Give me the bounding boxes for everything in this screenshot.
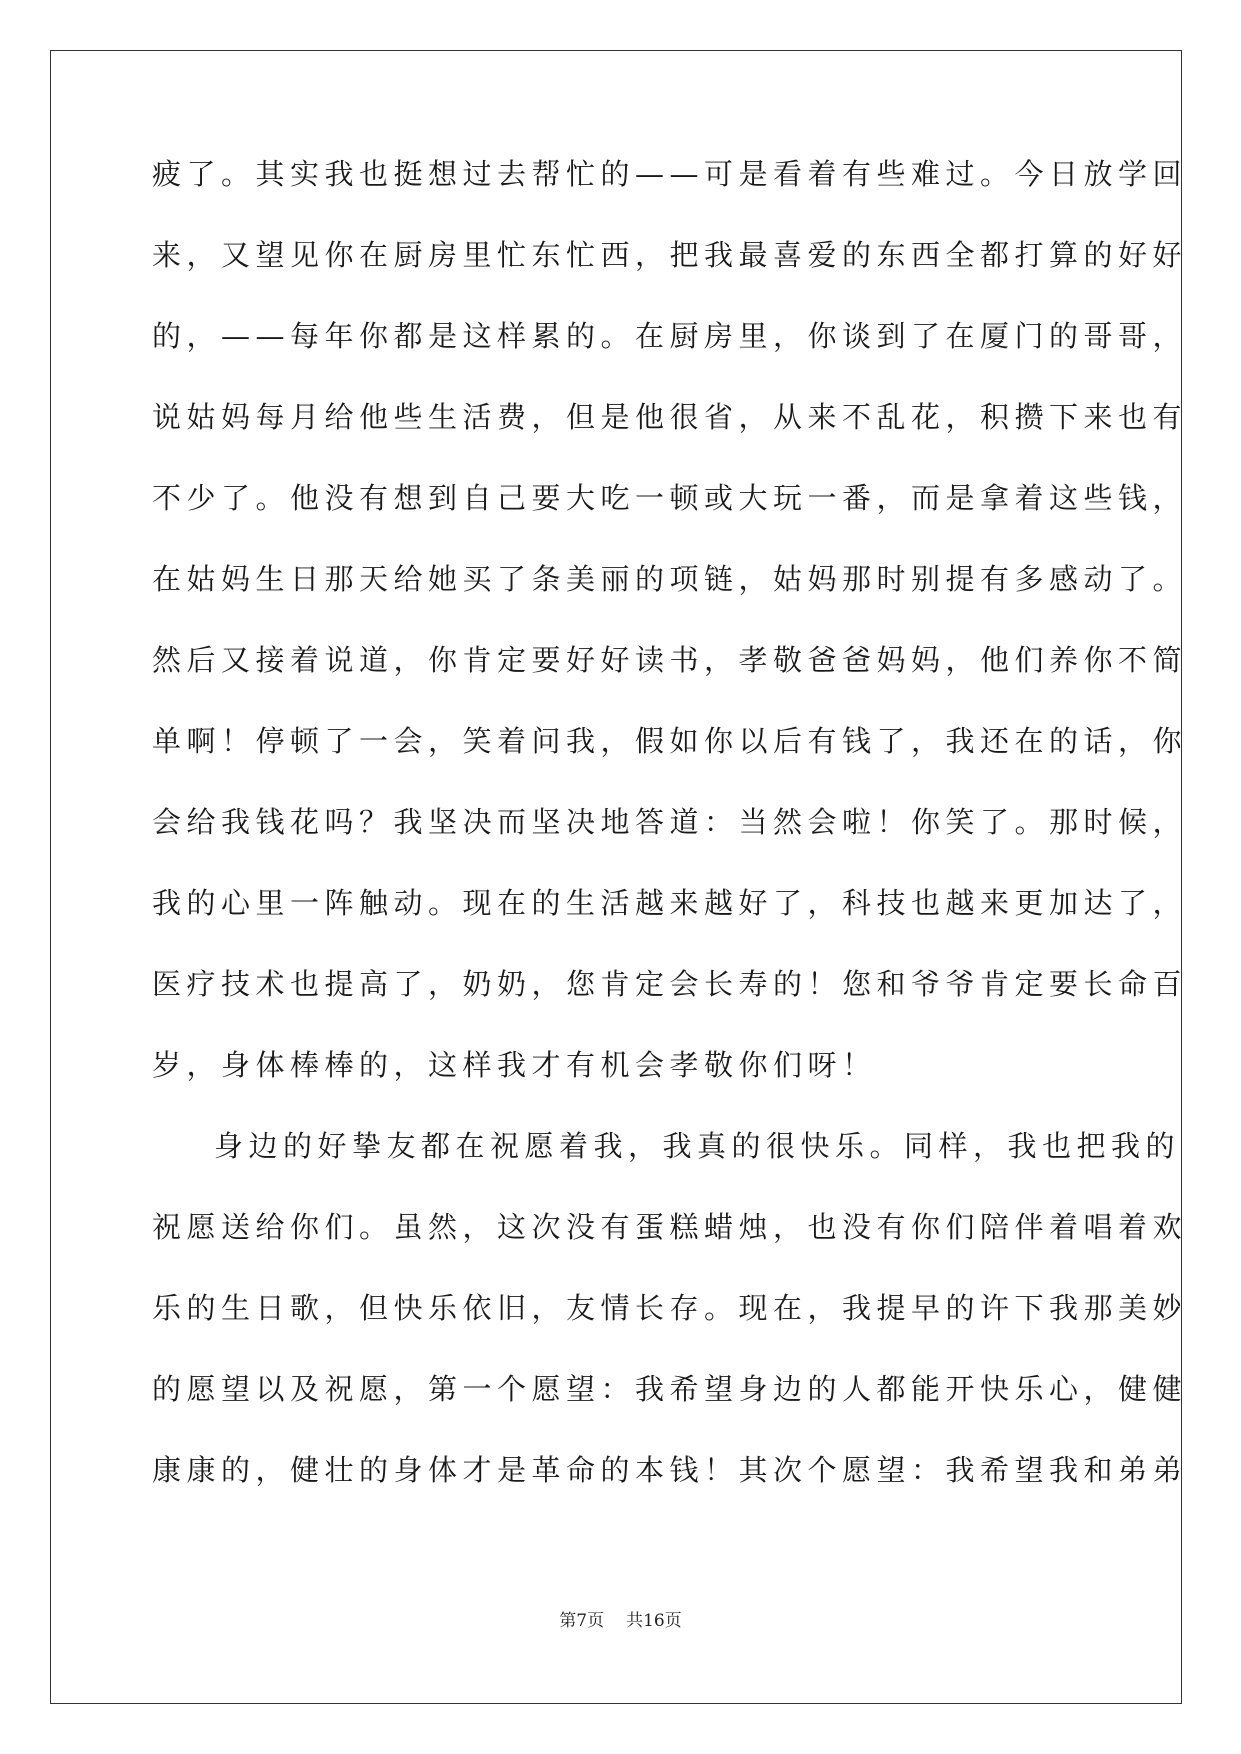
text-line: 不少了。他没有想到自己要大吃一顿或大玩一番，而是拿着这些钱， <box>152 481 1188 515</box>
text-line: 的，——每年你都是这样累的。在厨房里，你谈到了在厦门的哥哥， <box>152 319 1188 353</box>
text-line: 岁，身体棒棒的，这样我才有机会孝敬你们呀！ <box>152 1048 877 1082</box>
text-line: 我的心里一阵触动。现在的生活越来越好了，科技也越来更加达了， <box>152 886 1188 920</box>
text-line: 医疗技术也提高了，奶奶，您肯定会长寿的！您和爷爷肯定要长命百 <box>152 967 1188 1001</box>
text-line: 乐的生日歌，但快乐依旧，友情长存。现在，我提早的许下我那美妙 <box>152 1291 1188 1325</box>
text-line: 单啊！停顿了一会，笑着问我，假如你以后有钱了，我还在的话，你 <box>152 724 1188 758</box>
page-footer <box>0 1609 1241 1633</box>
text-line: 祝愿送给你们。虽然，这次没有蛋糕蜡烛，也没有你们陪伴着唱着欢 <box>152 1210 1188 1244</box>
text-line: 来，又望见你在厨房里忙东忙西，把我最喜爱的东西全都打算的好好 <box>152 238 1188 272</box>
text-line: 在姑妈生日那天给她买了条美丽的项链，姑妈那时别提有多感动了。 <box>152 562 1188 596</box>
text-line: 说姑妈每月给他些生活费，但是他很省，从来不乱花，积攒下来也有 <box>152 400 1188 434</box>
document-body <box>152 156 1188 1533</box>
current-page-number: 第7页 <box>559 1611 605 1631</box>
total-pages: 共16页 <box>626 1611 682 1631</box>
text-line: 然后又接着说道，你肯定要好好读书，孝敬爸爸妈妈，他们养你不简 <box>152 643 1188 677</box>
text-line: 会给我钱花吗？我坚决而坚决地答道：当然会啦！你笑了。那时候， <box>152 805 1188 839</box>
paragraph-start-line: 身边的好挚友都在祝愿着我，我真的很快乐。同样，我也把我的 <box>214 1129 1181 1163</box>
text-line: 的愿望以及祝愿，第一个愿望：我希望身边的人都能开快乐心，健健 <box>152 1372 1188 1406</box>
text-line: 疲了。其实我也挺想过去帮忙的——可是看着有些难过。今日放学回 <box>152 157 1188 191</box>
text-line: 康康的，健壮的身体才是革命的本钱！其次个愿望：我希望我和弟弟 <box>152 1453 1188 1487</box>
